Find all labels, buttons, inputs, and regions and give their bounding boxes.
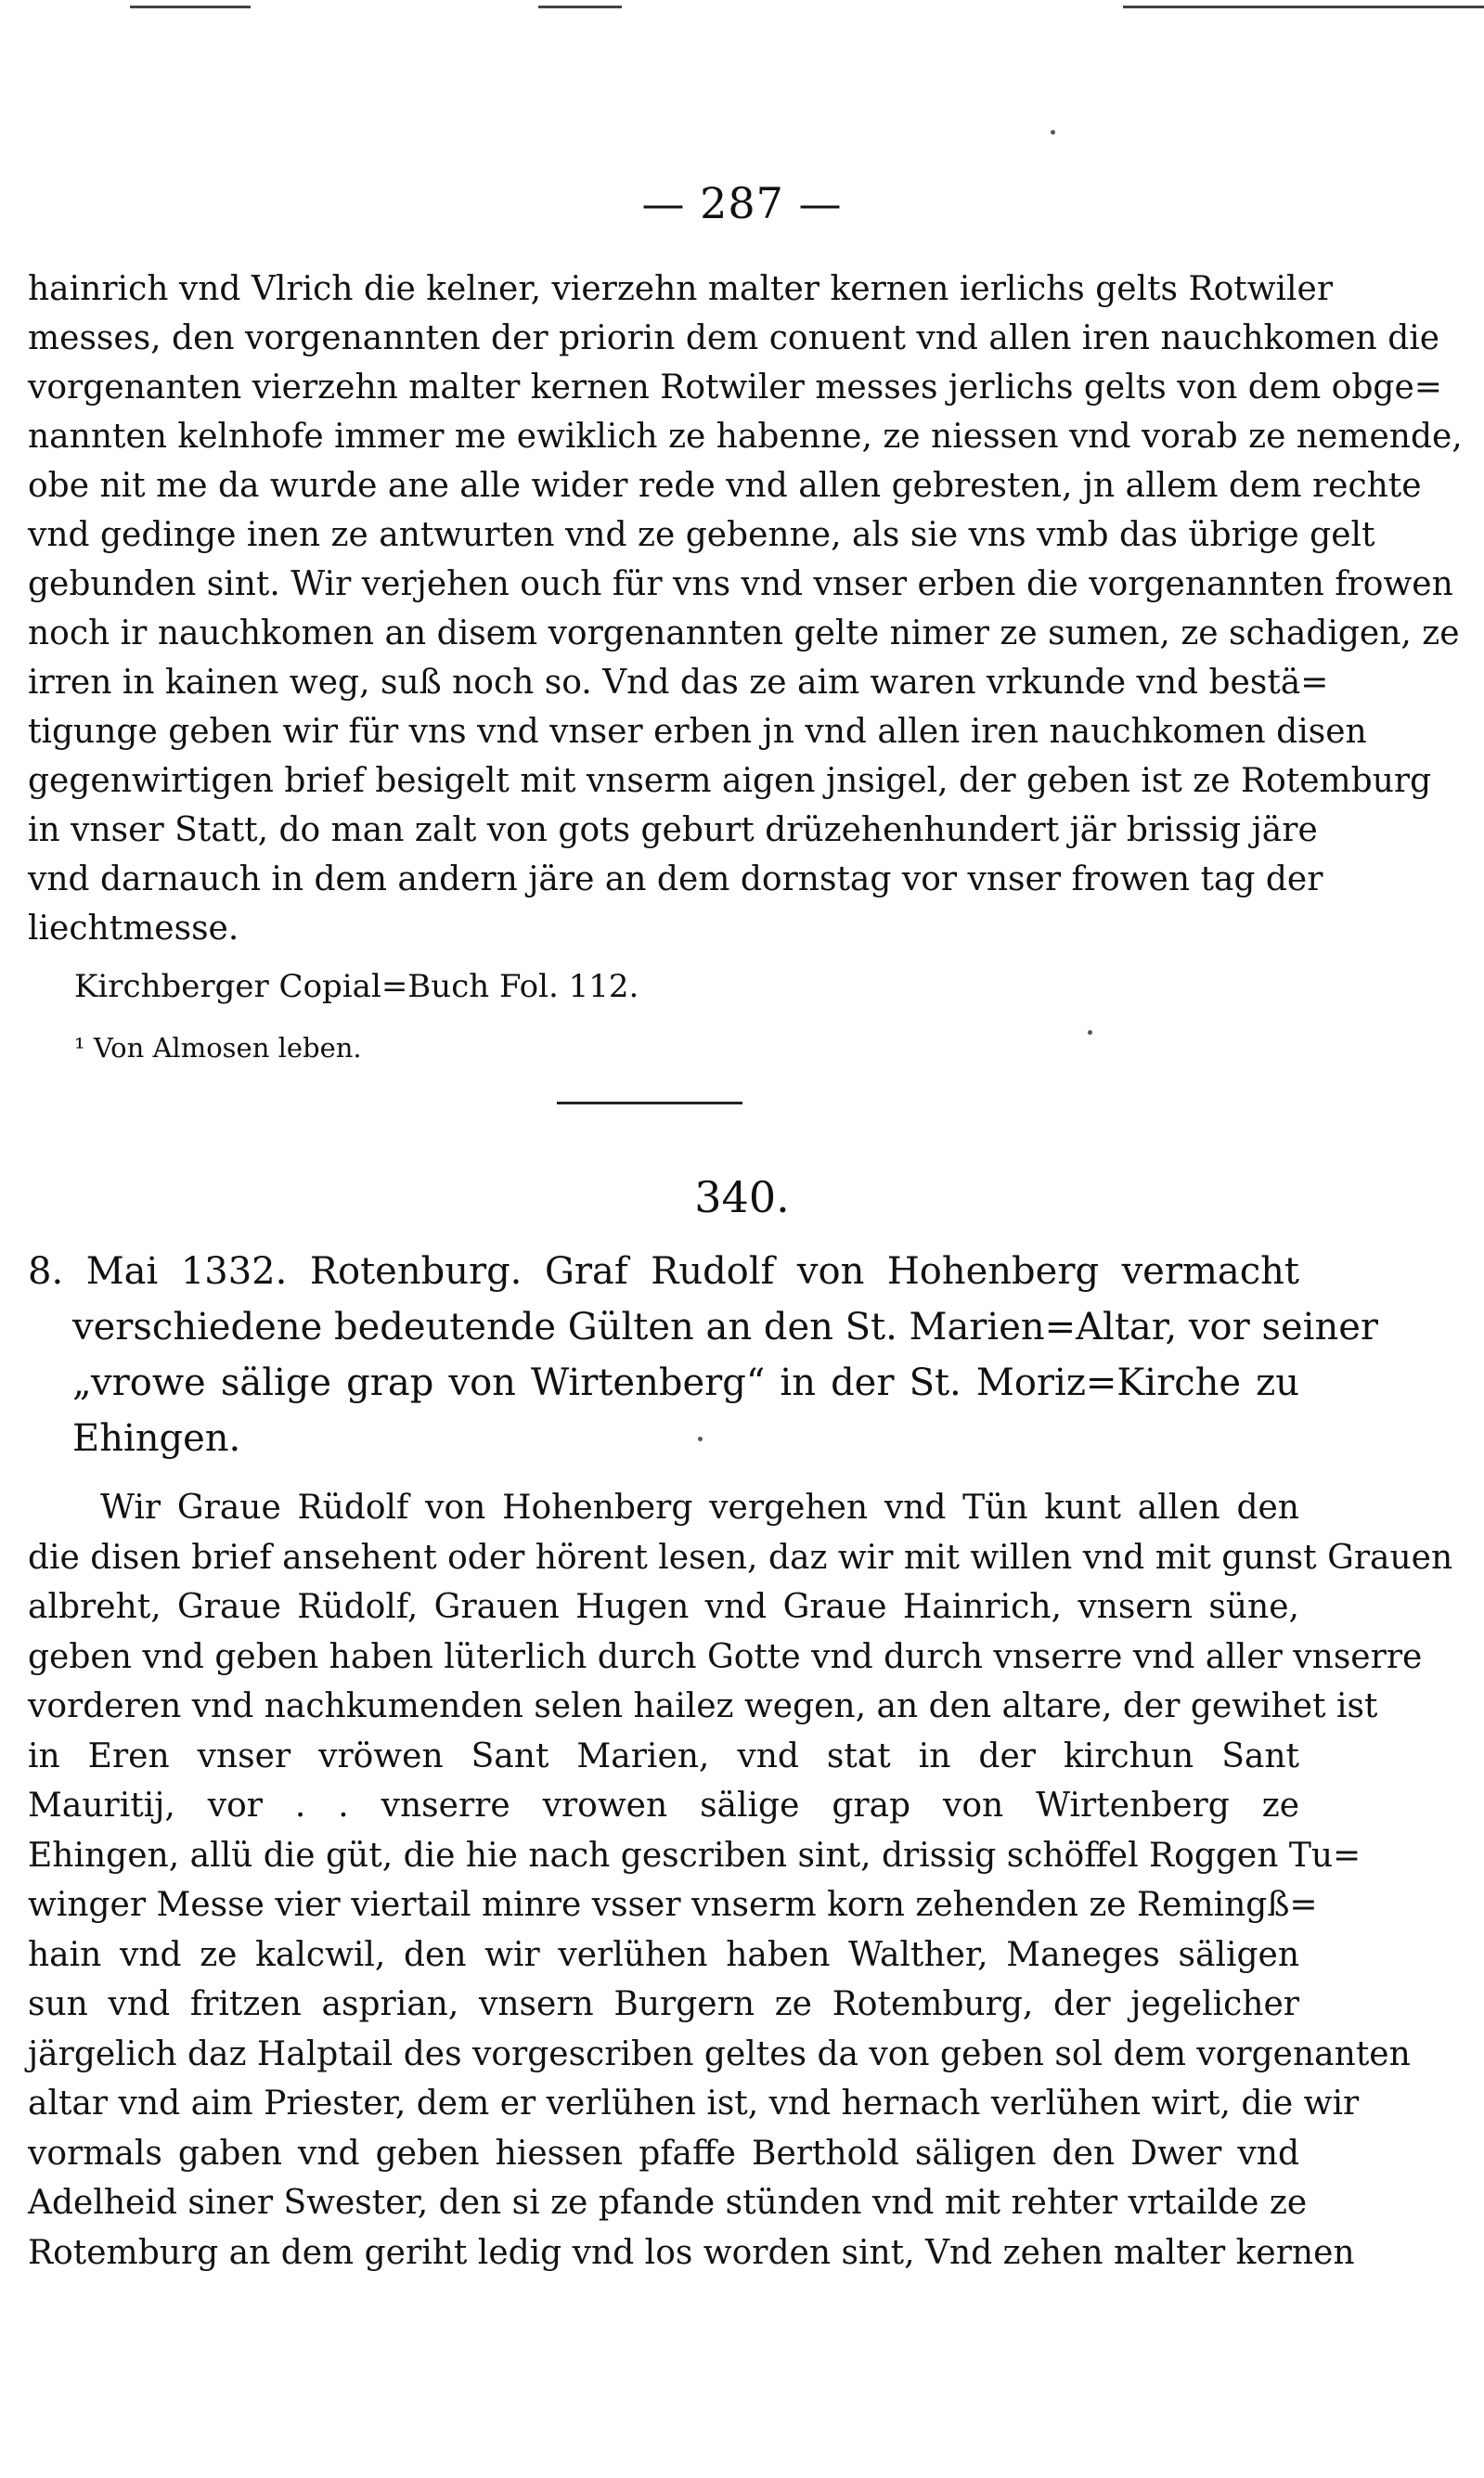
text-line: hainrich vnd Vlrich die kelner, vierzehn malter kernen ierlichs gelts Rotwiler bbox=[28, 270, 1334, 308]
text-line: vorderen vnd nachkumenden selen hailez wegen, an den altare, der gewihet ist bbox=[28, 1687, 1378, 1725]
page-number: — 287 — bbox=[641, 178, 843, 228]
text-line: sun vnd fritzen asprian, vnsern Burgern ze Rotemburg, der jegelicher bbox=[28, 1985, 1299, 2023]
text-line: messes, den vorgenannten der priorin dem conuent vnd allen iren nauchkomen die bbox=[28, 319, 1440, 357]
text-line: nannten kelnhofe immer me ewiklich ze habenne, ze niessen vnd vorab ze nemende, bbox=[28, 418, 1463, 456]
text-line: Adelheid siner Swester, den si ze pfande stünden vnd mit rehter vrtailde ze bbox=[28, 2184, 1308, 2222]
text-line: liechtmesse. bbox=[28, 910, 239, 948]
print-speck bbox=[1051, 130, 1055, 135]
heading-line: verschiedene bedeutende Gülten an den St. Marien=Altar, vor seiner bbox=[72, 1306, 1378, 1349]
text-line: winger Messe vier viertail minre vsser vnserm korn zehenden ze Remingß= bbox=[28, 1886, 1318, 1924]
text-line: noch ir nauchkomen an disem vorgenannten gelte nimer ze sumen, ze schadigen, ze bbox=[28, 614, 1460, 652]
text-line: Ehingen, allü die güt, die hie nach gescriben sint, drissig schöffel Roggen Tu= bbox=[28, 1836, 1361, 1875]
text-line: vorgenanten vierzehn malter kernen Rotwiler messes jerlichs gelts von dem obge= bbox=[28, 368, 1442, 407]
text-line: vnd gedinge inen ze antwurten vnd ze gebenne, als sie vns vmb das übrige gelt bbox=[28, 516, 1375, 554]
source-citation: Kirchberger Copial=Buch Fol. 112. bbox=[74, 968, 639, 1005]
text-line: tigunge geben wir für vns vnd vnser erben jn vnd allen iren nauchkomen disen bbox=[28, 713, 1367, 751]
text-line: Wir Graue Rüdolf von Hohenberg vergehen vnd Tün kunt allen den bbox=[100, 1489, 1299, 1527]
text-line: vormals gaben vnd geben hiessen pfaffe Berthold säligen den Dwer vnd bbox=[28, 2134, 1299, 2173]
top-edge-mark bbox=[1123, 6, 1484, 8]
text-line: gegenwirtigen brief besigelt mit vnserm aigen jnsigel, der geben ist ze Rotemburg bbox=[28, 762, 1432, 800]
text-line: in Eren vnser vröwen Sant Marien, vnd stat in der kirchun Sant bbox=[28, 1736, 1299, 1775]
heading-line: Ehingen. bbox=[72, 1417, 241, 1460]
text-line: vnd darnauch in dem andern järe an dem dornstag vor vnser frowen tag der bbox=[28, 860, 1323, 898]
text-line: albreht, Graue Rüdolf, Grauen Hugen vnd Graue Hainrich, vnsern süne, bbox=[28, 1588, 1299, 1626]
document-body bbox=[28, 1483, 1453, 2278]
print-speck bbox=[698, 1437, 703, 1441]
text-line: Rotemburg an dem geriht ledig vnd los worden sint, Vnd zehen malter kernen bbox=[28, 2233, 1355, 2272]
footnote: ¹ Von Almosen leben. bbox=[74, 1032, 362, 1064]
text-line: hain vnd ze kalcwil, den wir verlühen haben Walther, Maneges säligen bbox=[28, 1935, 1299, 1974]
text-line: obe nit me da wurde ane alle wider rede vnd allen gebresten, jn allem dem rechte bbox=[28, 467, 1422, 505]
text-line: irren in kainen weg, suß noch so. Vnd das ze aim waren vrkunde vnd bestä= bbox=[28, 664, 1329, 702]
continued-text bbox=[28, 265, 1463, 953]
text-line: järgelich daz Halptail des vorgescriben geltes da von geben sol dem vorgenanten bbox=[28, 2034, 1411, 2073]
document-number: 340. bbox=[694, 1172, 790, 1222]
document-heading bbox=[28, 1244, 1378, 1466]
text-line: in vnser Statt, do man zalt von gots geburt drüzehenhundert jär brissig järe bbox=[28, 811, 1318, 849]
text-line: gebunden sint. Wir verjehen ouch für vns vnd vnser erben die vorgenannten frowen bbox=[28, 565, 1453, 603]
print-speck bbox=[1088, 1030, 1092, 1035]
section-divider bbox=[557, 1102, 742, 1104]
text-line: die disen brief ansehent oder hörent lesen, daz wir mit willen vnd mit gunst Grauen bbox=[28, 1538, 1453, 1577]
top-edge-mark bbox=[538, 6, 622, 8]
heading-line: „vrowe sälige grap von Wirtenberg“ in der St. Moriz=Kirche zu bbox=[72, 1362, 1299, 1404]
text-line: geben vnd geben haben lüterlich durch Gotte vnd durch vnserre vnd aller vnserre bbox=[28, 1637, 1423, 1676]
text-line: Mauritij, vor . . vnserre vrowen sälige grap von Wirtenberg ze bbox=[28, 1787, 1299, 1825]
top-edge-mark bbox=[130, 6, 251, 8]
heading-line: 8. Mai 1332. Rotenburg. Graf Rudolf von Hohenberg vermacht bbox=[28, 1250, 1299, 1293]
text-line: altar vnd aim Priester, dem er verlühen ist, vnd hernach verlühen wirt, die wir bbox=[28, 2084, 1360, 2123]
